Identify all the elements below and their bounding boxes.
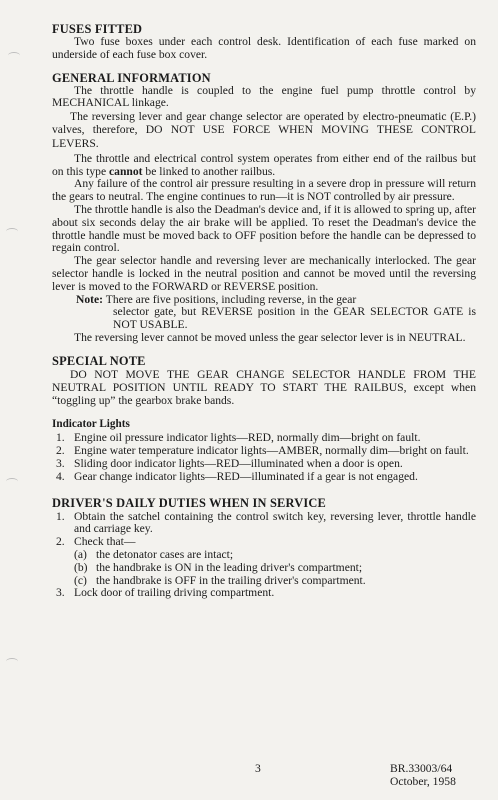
sublist-item-label: (a)	[74, 547, 87, 561]
margin-mark	[6, 228, 18, 235]
list-item-number: 4.	[56, 469, 65, 483]
general-paragraph-3	[52, 153, 476, 179]
emphasis-cannot: cannot	[109, 164, 143, 178]
note-label: Note:	[76, 292, 104, 306]
general-paragraph-6: The gear selector handle and reversing lever are mechanically interlocked. The gear selector handle is locked in the neutral position and cannot be moved until the reversing lever is moved to the FORWARD or REVERSE position.	[52, 254, 476, 293]
general-paragraph-7: The reversing lever cannot be moved unless the gear selector lever is in NEUTRAL.	[74, 330, 466, 344]
heading-general-information: GENERAL INFORMATION	[52, 70, 211, 85]
general-paragraph-4: Any failure of the control air pressure resulting in a severe drop in pressure will return the gears to neutral. The engine continues to run—it is NOT controlled by air pressure.	[52, 177, 476, 204]
general-paragraph-3-c: be linked to another railbus.	[145, 164, 276, 178]
document-reference	[390, 762, 456, 788]
indicator-lights-list	[52, 432, 476, 483]
heading-special-note: SPECIAL NOTE	[52, 353, 146, 368]
page-number: 3	[255, 762, 261, 775]
list-item	[52, 511, 476, 537]
special-note-paragraph: DO NOT MOVE THE GEAR CHANGE SELECTOR HANDLE FROM THE NEUTRAL POSITION UNTIL READY TO START THE RAILBUS, except when “toggling up” the gearbox brake bands.	[52, 367, 476, 408]
list-item	[52, 587, 476, 600]
check-sublist	[74, 549, 476, 587]
general-note	[76, 294, 476, 332]
list-item-number: 1.	[56, 509, 65, 523]
margin-mark	[6, 658, 18, 665]
list-item-text: Obtain the satchel containing the control switch key, reversing lever, throttle handle and carriage key.	[74, 509, 476, 536]
document-date: October, 1958	[390, 775, 456, 788]
list-item-text: Engine oil pressure indicator lights—RED, normally dim—bright on fault.	[74, 431, 421, 445]
sublist-item-label: (c)	[74, 573, 87, 587]
sublist-item-text: the handbrake is OFF in the trailing driver's compartment.	[96, 573, 366, 587]
note-text-2: selector gate, but REVERSE position in the GEAR SELECTOR GATE is NOT USABLE.	[113, 305, 476, 332]
list-item	[52, 471, 476, 484]
list-item-body	[74, 536, 476, 587]
list-item-number: 2.	[56, 444, 65, 458]
fuses-paragraph: Two fuse boxes under each control desk. Identification of each fuse marked on underside of each fuse box cover.	[52, 35, 476, 61]
list-item-text: Lock door of trailing driving compartment.	[74, 586, 275, 600]
list-item-number: 3.	[56, 456, 65, 470]
sublist-item-text: the detonator cases are intact;	[96, 547, 234, 561]
sublist-item-text: the handbrake is ON in the leading driver's compartment;	[96, 560, 363, 574]
heading-indicator-lights: Indicator Lights	[52, 418, 130, 431]
list-item	[52, 536, 476, 587]
general-paragraph-3-a: The throttle and electrical control system operates from either end of the railbus but on this type	[52, 151, 476, 178]
general-paragraph-2: The reversing lever and gear change selector are operated by electro-pneumatic (E.P.) valves, therefore, DO NOT USE FORCE WHEN MOVING THESE CONTROL LEVERS.	[52, 110, 476, 150]
list-item-number: 2.	[56, 535, 65, 549]
general-paragraph-1: The throttle handle is coupled to the engine fuel pump throttle control by MECHANICAL linkage.	[52, 83, 476, 110]
list-item-text: Gear change indicator lights—RED—illuminated if a gear is not engaged.	[74, 469, 418, 483]
list-item-text: Check that—	[74, 535, 136, 549]
document-page	[52, 22, 476, 600]
heading-fuses-fitted: FUSES FITTED	[52, 22, 143, 36]
document-ref-number: BR.33003/64	[390, 762, 453, 775]
note-text-1: There are five positions, including reverse, in the gear	[105, 292, 357, 306]
list-item-number: 3.	[56, 586, 65, 600]
list-item-text: Engine water temperature indicator lights—AMBER, normally dim—bright on fault.	[74, 444, 469, 458]
list-item-text: Sliding door indicator lights—RED—illuminated when a door is open.	[74, 456, 403, 470]
general-paragraph-5: The throttle handle is also the Deadman's device and, if it is allowed to spring up, after about six seconds delay the air brake will be applied. To reset the Deadman's device the throttle handle must be moved back to OFF position before the handle can be depressed to regain control.	[52, 202, 476, 255]
duties-list	[52, 511, 476, 601]
sublist-item	[74, 562, 476, 575]
sublist-item	[74, 549, 476, 562]
sublist-item-label: (b)	[74, 560, 88, 574]
margin-mark	[6, 478, 18, 485]
list-item-number: 1.	[56, 431, 65, 445]
margin-mark	[8, 52, 20, 59]
heading-drivers-daily-duties: DRIVER'S DAILY DUTIES WHEN IN SERVICE	[52, 495, 327, 510]
list-item	[52, 458, 476, 471]
